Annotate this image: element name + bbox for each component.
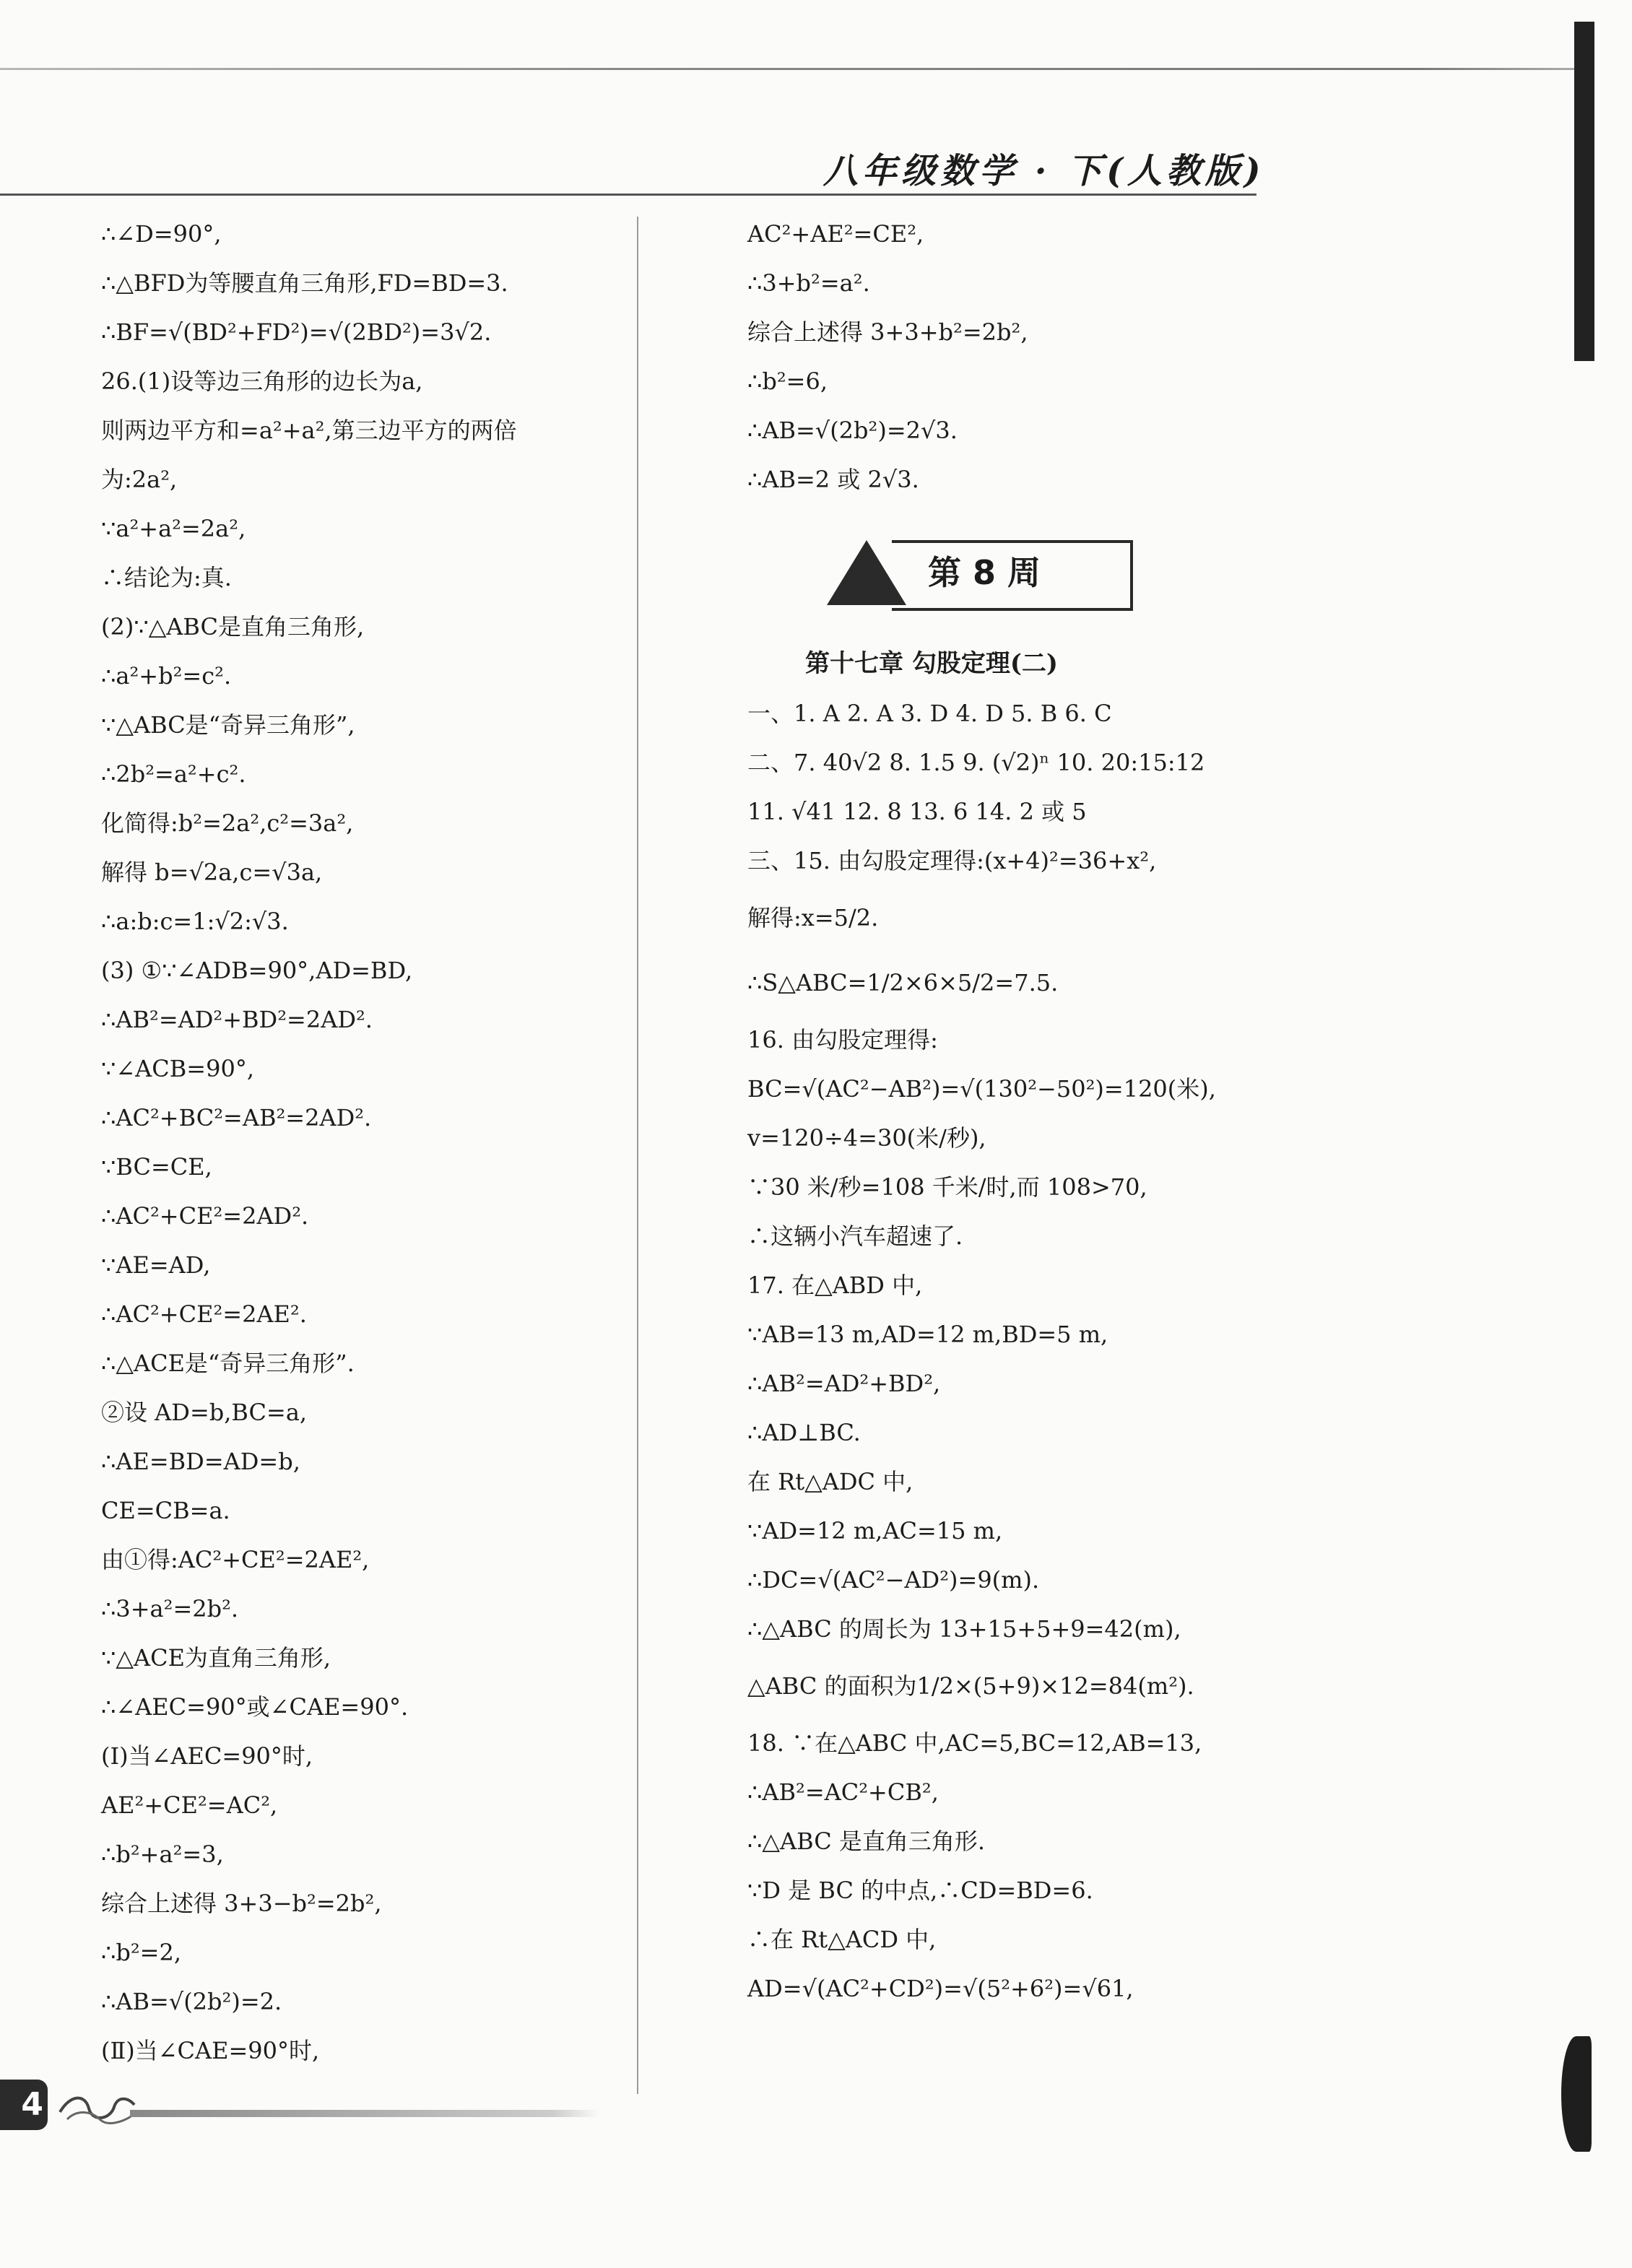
text-line: 化简得:b²=2a²,c²=3a², [101, 809, 354, 837]
text-line: (3) ①∵∠ADB=90°,AD=BD, [101, 957, 413, 984]
text-line: v=120÷4=30(米/秒), [747, 1124, 986, 1152]
text-line: 三、15. 由勾股定理得:(x+4)²=36+x², [747, 847, 1157, 874]
text-line: 二、7. 40√2 8. 1.5 9. (√2)ⁿ 10. 20:15:12 [747, 749, 1205, 776]
text-line: ∵BC=CE, [101, 1153, 212, 1181]
text-line: 11. √41 12. 8 13. 6 14. 2 或 5 [747, 798, 1087, 825]
text-line: 18. ∵在△ABC 中,AC=5,BC=12,AB=13, [747, 1729, 1202, 1757]
text-line: 一、1. A 2. A 3. D 4. D 5. B 6. C [747, 700, 1112, 727]
chapter-title: 第十七章 勾股定理(二) [805, 649, 1059, 678]
text-line: 由①得:AC²+CE²=2AE², [101, 1546, 370, 1573]
text-line: ∵∠ACB=90°, [101, 1055, 254, 1082]
text-line: 解得:x=5/2. [747, 904, 879, 931]
text-line: 解得 b=√2a,c=√3a, [101, 859, 323, 886]
text-line: ∴b²+a²=3, [101, 1841, 224, 1868]
text-line: ∴AB=√(2b²)=2. [101, 1988, 282, 2015]
text-line: ∴AC²+BC²=AB²=2AD². [101, 1104, 372, 1131]
week-banner [820, 518, 1152, 627]
text-line: ∴在 Rt△ACD 中, [747, 1926, 937, 1953]
text-line: ∴b²=2, [101, 1939, 182, 1966]
text-line: (Ⅰ)当∠AEC=90°时, [101, 1742, 313, 1770]
text-line: ∵△ABC是“奇异三角形”, [101, 711, 355, 739]
text-line: ∴3+b²=a². [747, 269, 870, 297]
text-line: (Ⅱ)当∠CAE=90°时, [101, 2037, 320, 2064]
text-line: 17. 在△ABD 中, [747, 1272, 923, 1299]
text-line: AE²+CE²=AC², [101, 1791, 278, 1819]
text-line: ∵AD=12 m,AC=15 m, [747, 1517, 1003, 1544]
text-line: ∴AE=BD=AD=b, [101, 1448, 300, 1475]
text-line: ∴这辆小汽车超速了. [747, 1222, 963, 1250]
footer-rule [130, 2110, 599, 2117]
text-line: ∴3+a²=2b². [101, 1595, 239, 1622]
text-line: ∵30 米/秒=108 千米/时,而 108>70, [747, 1173, 1147, 1201]
text-line: ∴AB²=AC²+CB², [747, 1778, 939, 1806]
text-line: ∴结论为:真. [101, 564, 232, 591]
text-line: ∴△ABC 是直角三角形. [747, 1828, 986, 1855]
text-line: ∴2b²=a²+c². [101, 760, 246, 788]
text-line: 26.(1)设等边三角形的边长为a, [101, 368, 423, 395]
text-line: ∴△ACE是“奇异三角形”. [101, 1350, 355, 1377]
text-line: ∵D 是 BC 的中点,∴CD=BD=6. [747, 1877, 1093, 1904]
text-line: ∴BF=√(BD²+FD²)=√(2BD²)=3√2. [101, 318, 492, 346]
text-line: 在 Rt△ADC 中, [747, 1468, 913, 1495]
text-line: ∴S△ABC=1/2×6×5/2=7.5. [747, 969, 1059, 996]
column-divider [637, 217, 638, 2094]
text-line: ∴AC²+CE²=2AE². [101, 1300, 307, 1328]
text-line: 为:2a², [101, 466, 178, 493]
text-line: ∵△ACE为直角三角形, [101, 1644, 331, 1672]
text-line: ∵AB=13 m,AD=12 m,BD=5 m, [747, 1321, 1108, 1348]
text-line: 则两边平方和=a²+a²,第三边平方的两倍 [101, 417, 517, 444]
text-line: ∴∠D=90°, [101, 220, 222, 248]
top-rule [0, 68, 1574, 70]
header-rule [0, 194, 1256, 196]
wave-ornament-icon [56, 2080, 136, 2130]
text-line: ∴△ABC 的周长为 13+15+5+9=42(m), [747, 1615, 1181, 1643]
left-column [101, 209, 621, 2075]
text-line: 16. 由勾股定理得: [747, 1026, 938, 1053]
right-column [747, 209, 1563, 2013]
text-line: 综合上述得 3+3−b²=2b², [101, 1890, 382, 1917]
text-line: ∴b²=6, [747, 368, 828, 395]
scan-edge-shadow [1574, 22, 1594, 361]
text-line: ∴AB²=AD²+BD², [747, 1370, 941, 1397]
text-line: △ABC 的面积为1/2×(5+9)×12=84(m²). [747, 1672, 1194, 1700]
page-header-title: 八年级数学 · 下(人教版) [823, 151, 1265, 191]
week-label: 第 8 周 [928, 553, 1041, 592]
text-line: ∴AB=2 或 2√3. [747, 466, 919, 493]
text-line: (2)∵△ABC是直角三角形, [101, 613, 365, 640]
page-number: 4 [0, 2080, 48, 2130]
text-line: ∴AC²+CE²=2AD². [101, 1202, 309, 1230]
text-line: BC=√(AC²−AB²)=√(130²−50²)=120(米), [747, 1075, 1216, 1103]
text-line: ∴AB=√(2b²)=2√3. [747, 417, 958, 444]
text-line: ∴△BFD为等腰直角三角形,FD=BD=3. [101, 269, 508, 297]
text-line: CE=CB=a. [101, 1497, 230, 1524]
text-line: AC²+AE²=CE², [747, 220, 924, 248]
text-line: ∴AB²=AD²+BD²=2AD². [101, 1006, 373, 1033]
text-line: AD=√(AC²+CD²)=√(5²+6²)=√61, [747, 1975, 1134, 2002]
text-line: 综合上述得 3+3+b²=2b², [747, 318, 1028, 346]
text-line: ∴AD⊥BC. [747, 1419, 861, 1446]
text-line: ∴DC=√(AC²−AD²)=9(m). [747, 1566, 1040, 1594]
text-line: ∵a²+a²=2a², [101, 515, 246, 542]
text-line: ∴a²+b²=c². [101, 662, 232, 690]
text-line: ∴a:b:c=1:√2:√3. [101, 908, 289, 935]
text-line: ∴∠AEC=90°或∠CAE=90°. [101, 1693, 409, 1721]
text-line: ②设 AD=b,BC=a, [101, 1399, 308, 1426]
scan-edge-blob [1561, 2036, 1592, 2152]
text-line: ∵AE=AD, [101, 1251, 211, 1279]
